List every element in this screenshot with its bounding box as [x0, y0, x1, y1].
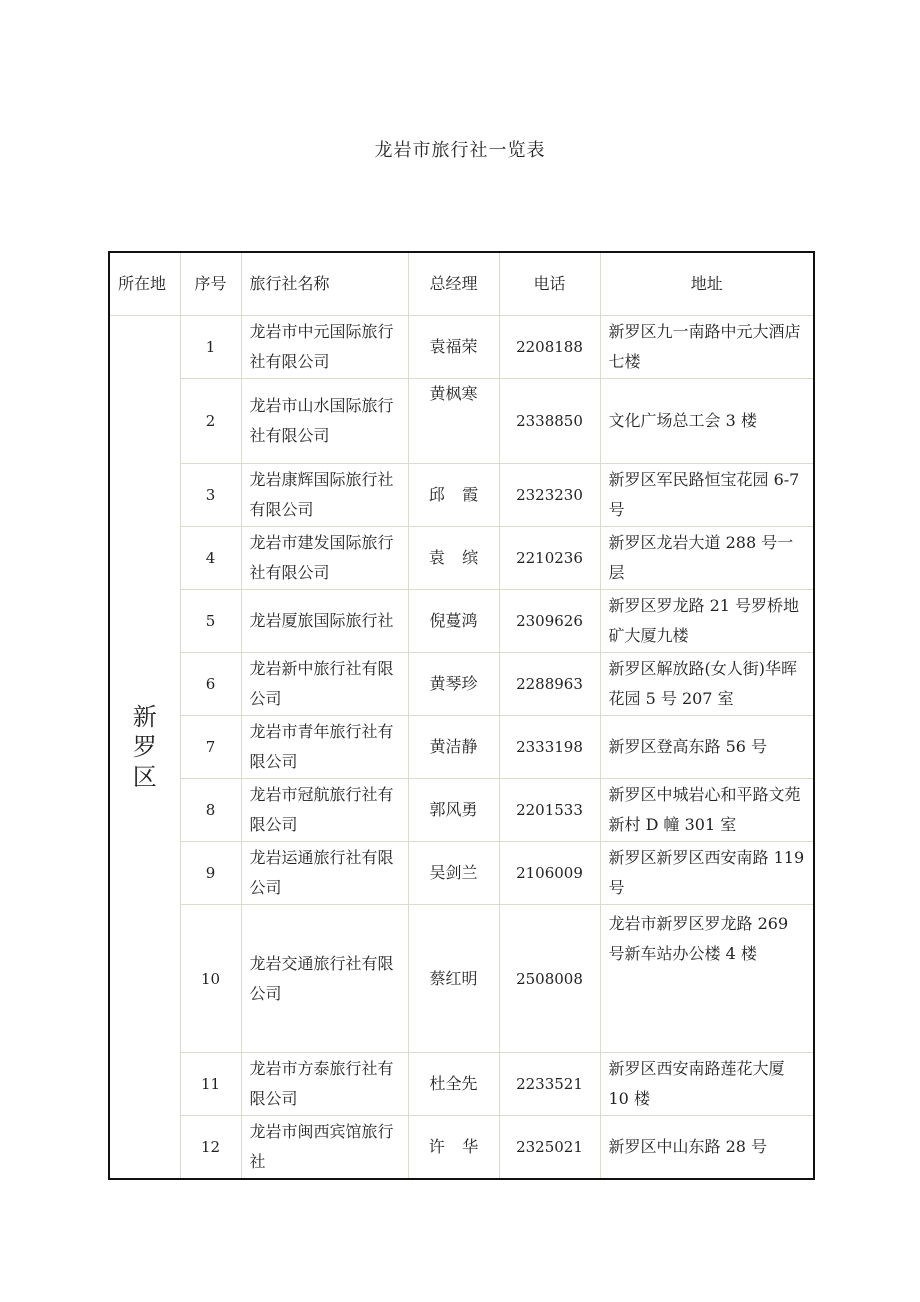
phone-number: 2508008 [499, 905, 600, 1053]
row-number: 4 [180, 527, 241, 590]
phone-number: 2233521 [499, 1053, 600, 1116]
phone-number: 2323230 [499, 464, 600, 527]
agency-name: 龙岩交通旅行社有限公司 [241, 905, 408, 1053]
address: 新罗区西安南路莲花大厦 10 楼 [600, 1053, 814, 1116]
manager-name [408, 527, 499, 590]
row-number: 9 [180, 842, 241, 905]
row-number: 7 [180, 716, 241, 779]
row-number: 5 [180, 590, 241, 653]
address: 新罗区解放路(女人街)华晖花园 5 号 207 室 [600, 653, 814, 716]
agency-name: 龙岩市中元国际旅行社有限公司 [241, 316, 408, 379]
row-number: 8 [180, 779, 241, 842]
address: 新罗区新罗区西安南路 119 号 [600, 842, 814, 905]
table-row [109, 1053, 814, 1116]
table-row [109, 379, 814, 464]
agency-name: 龙岩市山水国际旅行社有限公司 [241, 379, 408, 464]
manager-name: 郭风勇 [408, 779, 499, 842]
agency-name: 龙岩市冠航旅行社有限公司 [241, 779, 408, 842]
agency-name: 龙岩厦旅国际旅行社 [241, 590, 408, 653]
manager-name: 倪蔓鸿 [408, 590, 499, 653]
manager-name: 杜全先 [408, 1053, 499, 1116]
region-cell [109, 316, 180, 1179]
phone-number: 2210236 [499, 527, 600, 590]
phone-number: 2106009 [499, 842, 600, 905]
manager-name-text: 袁缤 [428, 548, 496, 567]
region-char: 新 [132, 702, 157, 731]
manager-name [408, 464, 499, 527]
phone-number: 2309626 [499, 590, 600, 653]
table-row [109, 716, 814, 779]
table-row [109, 653, 814, 716]
phone-number: 2338850 [499, 379, 600, 464]
header-location: 所在地 [109, 252, 180, 316]
region-char: 区 [132, 762, 157, 791]
agency-name: 龙岩康辉国际旅行社有限公司 [241, 464, 408, 527]
address: 新罗区龙岩大道 288 号一层 [600, 527, 814, 590]
manager-name: 蔡红明 [408, 905, 499, 1053]
manager-name: 黄琴珍 [408, 653, 499, 716]
header-agency-name: 旅行社名称 [241, 252, 408, 316]
address: 新罗区中城岩心和平路文苑新村 D 幢 301 室 [600, 779, 814, 842]
agency-name: 龙岩市建发国际旅行社有限公司 [241, 527, 408, 590]
header-address: 地址 [600, 252, 814, 316]
row-number: 10 [180, 905, 241, 1053]
address: 新罗区罗龙路 21 号罗桥地矿大厦九楼 [600, 590, 814, 653]
table-row [109, 590, 814, 653]
table-row [109, 1116, 814, 1179]
manager-name: 吴剑兰 [408, 842, 499, 905]
address: 新罗区登高东路 56 号 [600, 716, 814, 779]
region-char: 罗 [132, 732, 157, 761]
row-number: 2 [180, 379, 241, 464]
agency-name: 龙岩市青年旅行社有限公司 [241, 716, 408, 779]
table-row [109, 527, 814, 590]
document-title: 龙岩市旅行社一览表 [374, 140, 546, 161]
agency-name: 龙岩市方泰旅行社有限公司 [241, 1053, 408, 1116]
phone-number: 2325021 [499, 1116, 600, 1179]
address: 新罗区九一南路中元大酒店七楼 [600, 316, 814, 379]
table-row [109, 464, 814, 527]
manager-name-text: 许华 [428, 1136, 496, 1156]
address: 新罗区中山东路 28 号 [600, 1116, 814, 1179]
phone-number: 2208188 [499, 316, 600, 379]
address: 龙岩市新罗区罗龙路 269 号新车站办公楼 4 楼 [600, 905, 814, 1053]
table-row [109, 905, 814, 1053]
address: 新罗区军民路恒宝花园 6-7 号 [600, 464, 814, 527]
row-number: 12 [180, 1116, 241, 1179]
agency-name: 龙岩市闽西宾馆旅行社 [241, 1116, 408, 1179]
header-number: 序号 [180, 252, 241, 316]
row-number: 1 [180, 316, 241, 379]
header-phone: 电话 [499, 252, 600, 316]
manager-name [408, 1116, 499, 1179]
travel-agency-table [108, 251, 815, 1180]
agency-name: 龙岩运通旅行社有限公司 [241, 842, 408, 905]
agency-name: 龙岩新中旅行社有限公司 [241, 653, 408, 716]
manager-name-text: 邱霞 [428, 485, 496, 504]
row-number: 3 [180, 464, 241, 527]
table-row [109, 316, 814, 379]
header-manager: 总经理 [408, 252, 499, 316]
manager-name: 黄洁静 [408, 716, 499, 779]
phone-number: 2201533 [499, 779, 600, 842]
manager-name: 黄枫寒 [408, 379, 499, 464]
manager-name: 袁福荣 [408, 316, 499, 379]
table-row [109, 779, 814, 842]
phone-number: 2288963 [499, 653, 600, 716]
table-row [109, 842, 814, 905]
row-number: 6 [180, 653, 241, 716]
address: 文化广场总工会 3 楼 [600, 379, 814, 464]
row-number: 11 [180, 1053, 241, 1116]
table-header-row [109, 252, 814, 316]
phone-number: 2333198 [499, 716, 600, 779]
